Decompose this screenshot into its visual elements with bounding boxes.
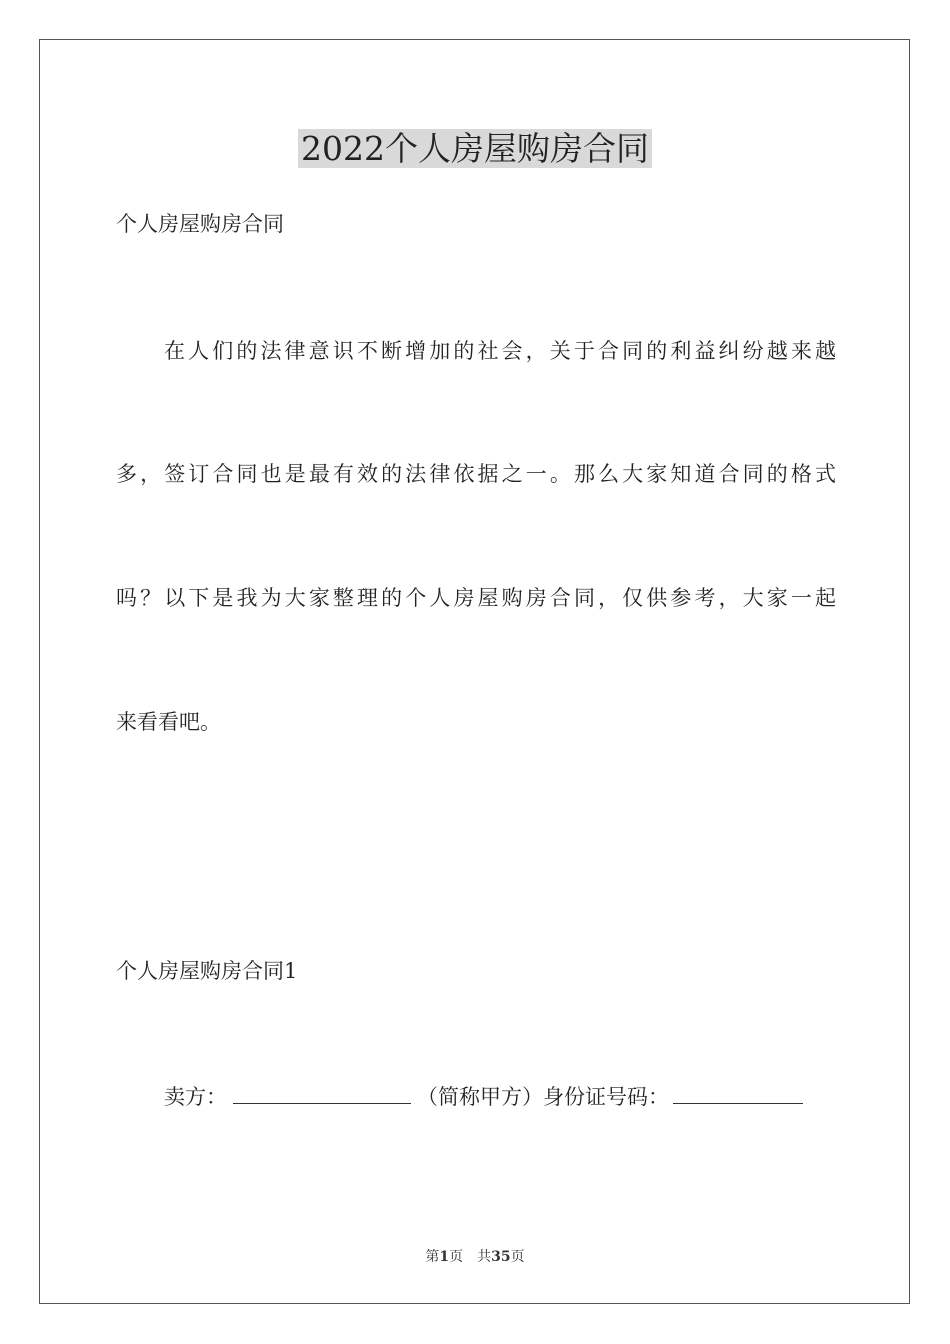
footer-total-suffix: 页 [510, 1249, 525, 1265]
intro-line-4: 来看看吧。 [116, 710, 221, 734]
footer-total-prefix: 共 [477, 1249, 492, 1265]
footer-page-prefix: 第 [425, 1249, 440, 1265]
footer-total-pages: 35 [491, 1249, 511, 1265]
intro-line-3: 吗？以下是我为大家整理的个人房屋购房合同，仅供参考，大家一起 [116, 586, 836, 610]
seller-id-blank [673, 1081, 803, 1104]
seller-abbr-label: （简称甲方）身份证号码： [417, 1085, 669, 1109]
document-subtitle: 个人房屋购房合同 [116, 212, 284, 236]
document-title-text: 2022个人房屋购房合同 [298, 129, 652, 168]
seller-line [164, 1081, 836, 1112]
footer-page-suffix: 页 [449, 1249, 464, 1265]
document-title [0, 126, 950, 172]
section-heading: 个人房屋购房合同1 [116, 959, 298, 983]
seller-name-blank [233, 1081, 411, 1104]
seller-label: 卖方： [164, 1085, 227, 1109]
intro-line-2: 多，签订合同也是最有效的法律依据之一。那么大家知道合同的格式 [116, 462, 836, 486]
page-footer [0, 1247, 950, 1267]
footer-page-number: 1 [439, 1249, 450, 1265]
intro-line-1: 在人们的法律意识不断增加的社会，关于合同的利益纠纷越来越 [164, 339, 836, 363]
